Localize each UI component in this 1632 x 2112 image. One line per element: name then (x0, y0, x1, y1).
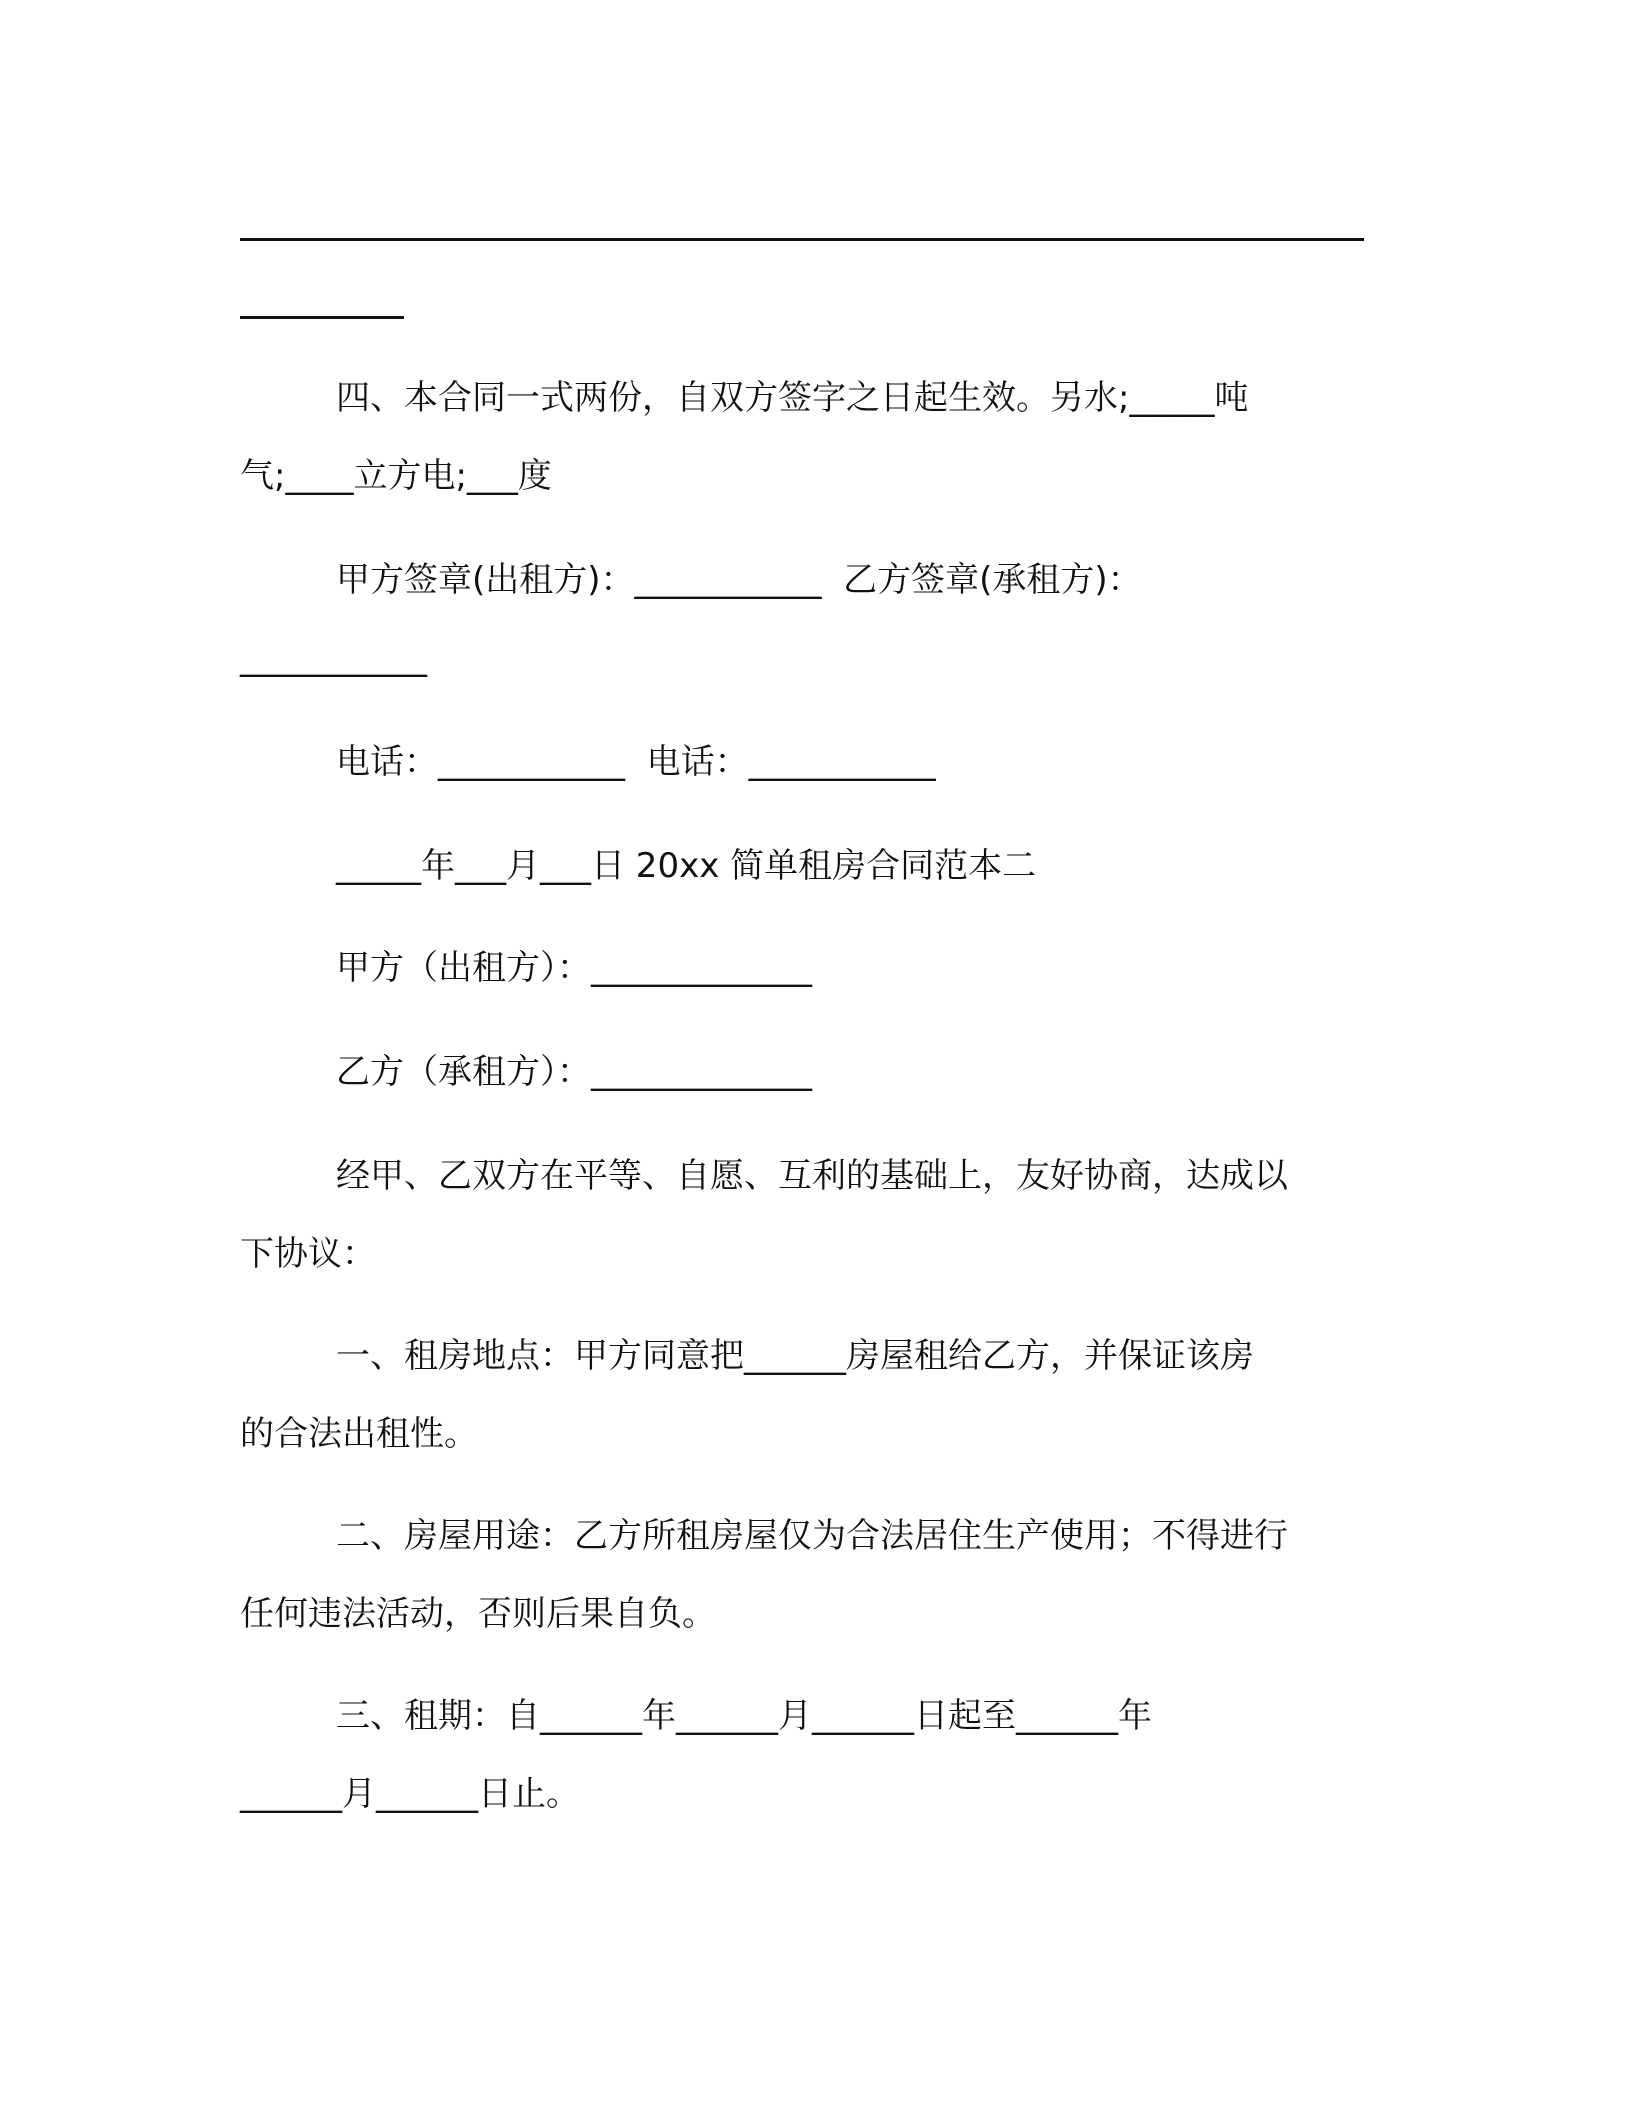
clause-two-line-1: 二、房屋用途：乙方所租房屋仅为合法居住生产使用；不得进行 (336, 1516, 1288, 1556)
clause-one-line-1: 一、租房地点：甲方同意把______房屋租给乙方，并保证该房 (336, 1336, 1254, 1376)
blank-rule-long (240, 238, 1364, 241)
preamble-line-2: 下协议： (240, 1234, 376, 1274)
phone-line: 电话：___________ 电话：___________ (336, 742, 936, 782)
clause-two-line-2: 任何违法活动，否则后果自负。 (240, 1594, 716, 1634)
clause-three-line-2: ______月______日止。 (240, 1774, 580, 1814)
blank-rule-short (240, 316, 404, 319)
party-b-line: 乙方（承租方）：_____________ (336, 1052, 812, 1092)
preamble-line-1: 经甲、乙双方在平等、自愿、互利的基础上，友好协商，达成以 (336, 1156, 1288, 1196)
party-a-line: 甲方（出租方）：_____________ (336, 948, 812, 988)
clause-three-line-1: 三、租期：自______年______月______日起至______年 (336, 1696, 1152, 1736)
clause-four-line-2: 气;____立方电;___度 (240, 456, 552, 496)
clause-one-line-2: 的合法出租性。 (240, 1414, 478, 1454)
signature-blank: ___________ (240, 638, 427, 678)
signature-line: 甲方签章(出租方)：___________ 乙方签章(承租方)： (336, 560, 1142, 600)
clause-four-line-1: 四、本合同一式两份，自双方签字之日起生效。另水;_____吨 (336, 378, 1249, 418)
date-title-line: _____年___月___日 20xx 简单租房合同范本二 (336, 846, 1037, 886)
